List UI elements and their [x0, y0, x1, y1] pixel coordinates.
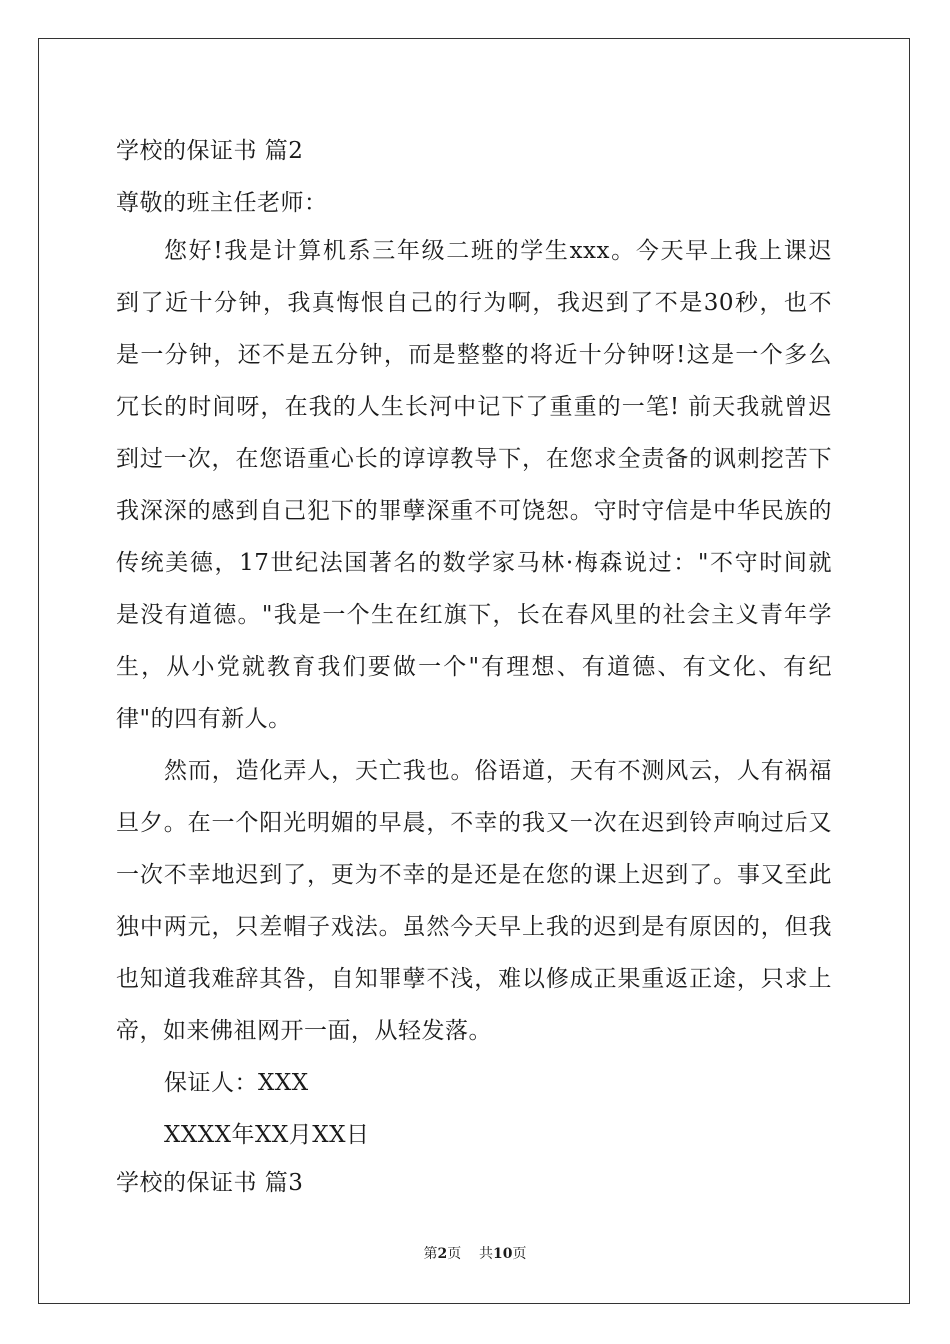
paragraph-line: 独中两元，只差帽子戏法。虽然今天早上我的迟到是有原因的，但我	[116, 914, 832, 940]
paragraph-line: 到了近十分钟，我真悔恨自己的行为啊，我迟到了不是30秒，也不	[116, 290, 832, 316]
paragraph-line: 我深深的感到自己犯下的罪孽深重不可饶恕。守时守信是中华民族的	[116, 498, 832, 524]
page-prefix: 第	[423, 1246, 438, 1262]
total-prefix: 共	[479, 1246, 494, 1262]
paragraph-line: 是没有道德。"我是一个生在红旗下，长在春风里的社会主义青年学	[116, 602, 832, 628]
paragraph-line: 律"的四有新人。	[116, 706, 292, 732]
paragraph-line: 您好!我是计算机系三年级二班的学生xxx。今天早上我上课迟	[164, 238, 832, 264]
page-suffix: 页	[447, 1246, 462, 1262]
paragraph-line: 冗长的时间呀，在我的人生长河中记下了重重的一笔! 前天我就曾迟	[116, 394, 832, 420]
paragraph-line: 生，从小党就教育我们要做一个"有理想、有道德、有文化、有纪	[116, 654, 832, 680]
paragraph-line: 到过一次，在您语重心长的谆谆教导下，在您求全责备的讽刺挖苦下	[116, 446, 832, 472]
paragraph-line: 也知道我难辞其咎，自知罪孽不浅，难以修成正果重返正途，只求上	[116, 966, 832, 992]
paragraph-line: 一次不幸地迟到了，更为不幸的是还是在您的课上迟到了。事又至此	[116, 862, 832, 888]
paragraph-line: 传统美德，17世纪法国著名的数学家马林·梅森说过："不守时间就	[116, 550, 832, 576]
total-page-count: 10	[493, 1246, 513, 1262]
signature-date: XXXX年XX月XX日	[164, 1122, 370, 1148]
guarantor-signature: 保证人：XXX	[164, 1070, 309, 1096]
paragraph-line: 帝，如来佛祖网开一面，从轻发落。	[116, 1018, 492, 1044]
page-footer	[0, 1244, 950, 1264]
section-heading-3: 学校的保证书 篇3	[116, 1170, 304, 1196]
paragraph-line: 然而，造化弄人，天亡我也。俗语道，天有不测风云，人有祸福	[164, 758, 832, 784]
paragraph-line: 旦夕。在一个阳光明媚的早晨，不幸的我又一次在迟到铃声响过后又	[116, 810, 832, 836]
salutation: 尊敬的班主任老师：	[116, 190, 328, 216]
section-heading-2: 学校的保证书 篇2	[116, 138, 304, 164]
current-page-number: 2	[437, 1246, 448, 1262]
paragraph-line: 是一分钟，还不是五分钟，而是整整的将近十分钟呀!这是一个多么	[116, 342, 832, 368]
total-suffix: 页	[512, 1246, 527, 1262]
